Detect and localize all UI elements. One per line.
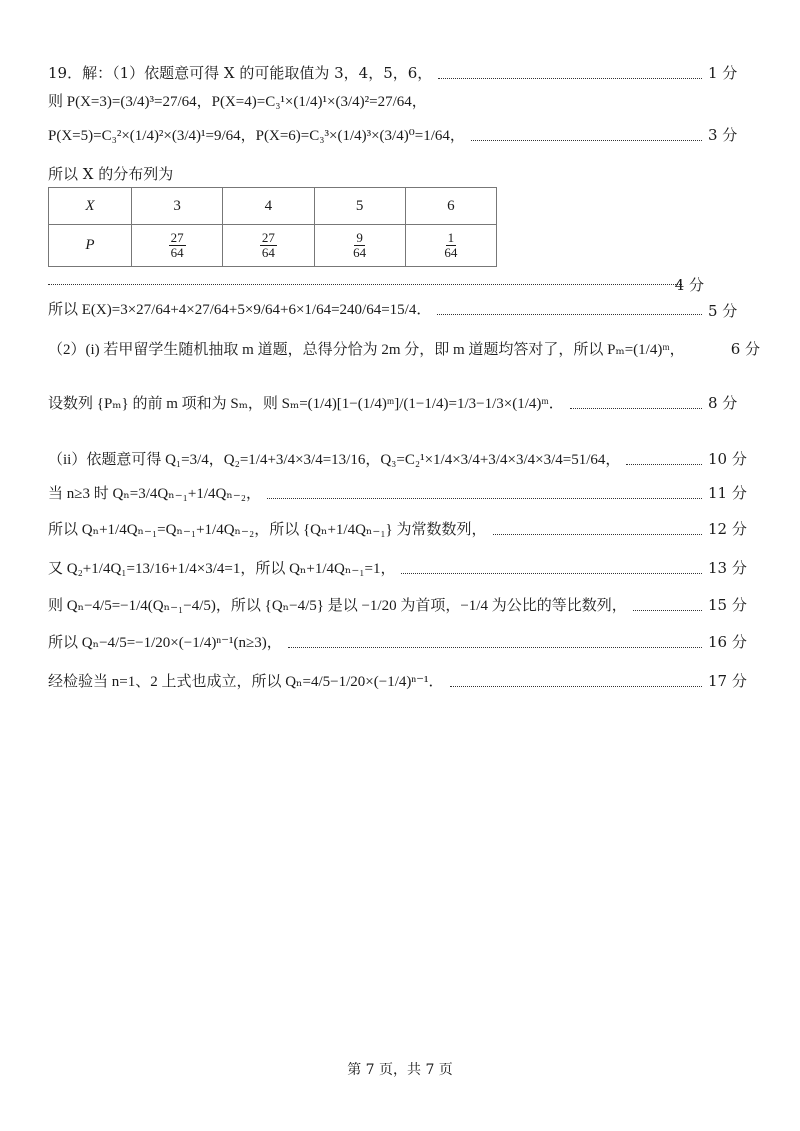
solution-line-10	[48, 482, 704, 503]
line-text: 19．解：（1）依题意可得 X 的可能取值为 3，4，5，6，	[48, 64, 433, 82]
solution-line-6	[48, 298, 704, 319]
page-footer: 第 7 页，共 7 页	[347, 1062, 453, 1078]
table-cell: $\frac{1}{64}$	[405, 225, 496, 267]
solution-line-14	[48, 631, 704, 652]
solution-line-4	[48, 163, 704, 184]
dotted-leader	[633, 609, 702, 611]
dotted-leader	[450, 685, 702, 687]
solution-line-8	[48, 392, 704, 413]
dotted-leader	[471, 139, 702, 141]
solution-line-7	[48, 338, 760, 359]
dotted-leader	[48, 284, 682, 285]
solution-line-9	[48, 448, 704, 469]
score-mark: 4 分	[674, 276, 704, 294]
dotted-leader	[267, 497, 702, 499]
table-header-p: P	[49, 225, 132, 267]
table-row	[49, 188, 497, 225]
dotted-leader	[437, 313, 702, 315]
line-text: （2）(i) 若甲留学生随机抽取 m 道题，总得分恰为 2m 分，即 m 道题均答对了，所以 Pₘ=(1/4)ᵐ，	[48, 342, 685, 358]
line-text: 所以 Qₙ+1/4Qₙ₋₁=Qₙ₋₁+1/4Qₙ₋₂，所以 {Qₙ+1/4Qₙ₋₁} 为常数数列，	[48, 522, 487, 538]
line-text: 当 n≥3 时 Qₙ=3/4Qₙ₋₁+1/4Qₙ₋₂，	[48, 486, 261, 502]
line-text: 则 P(X=3)=(3/4)³=27/64，P(X=4)=C₃¹×(1/4)¹×(3/4)²=27/64，	[48, 94, 427, 110]
dotted-leader	[288, 646, 702, 648]
line-text: P(X=5)=C₃²×(1/4)²×(3/4)¹=9/64，P(X=6)=C₃³×(1/4)³×(3/4)⁰=1/64，	[48, 128, 465, 144]
table-row	[49, 225, 497, 267]
line-text: 所以 X 的分布列为	[48, 165, 174, 183]
solution-line-13	[48, 594, 704, 615]
solution-line-12	[48, 557, 704, 578]
distribution-table	[48, 187, 497, 267]
table-header-x: X	[49, 188, 132, 225]
table-cell: 3	[132, 188, 223, 225]
line-text: 所以 E(X)=3×27/64+4×27/64+5×9/64+6×1/64=240/64=15/4．	[48, 302, 432, 318]
score-mark: 6 分	[730, 340, 760, 358]
line-text: 设数列 {Pₘ} 的前 m 项和为 Sₘ，则 Sₘ=(1/4)[1−(1/4)ᵐ]/(1−1/4)=1/3−1/3×(1/4)ᵐ．	[48, 396, 564, 412]
dotted-leader	[570, 407, 702, 409]
dotted-leader	[401, 572, 702, 574]
table-cell: 4	[223, 188, 314, 225]
table-cell: 6	[405, 188, 496, 225]
solution-line-11	[48, 518, 704, 539]
solution-line-15	[48, 670, 704, 691]
dotted-leader	[493, 533, 702, 535]
table-cell: 5	[314, 188, 405, 225]
dotted-leader	[626, 463, 702, 465]
line-text: 所以 Qₙ−4/5=−1/20×(−1/4)ⁿ⁻¹(n≥3)，	[48, 635, 282, 651]
line-text: 经检验当 n=1、2 上式也成立，所以 Qₙ=4/5−1/20×(−1/4)ⁿ⁻¹．	[48, 674, 444, 690]
dotted-leader	[438, 77, 702, 79]
table-cell: $\frac{27}{64}$	[132, 225, 223, 267]
table-cell: $\frac{27}{64}$	[223, 225, 314, 267]
line-text: （ii）依题意可得 Q₁=3/4，Q₂=1/4+3/4×3/4=13/16，Q₃=C₂¹×1/4×3/4+3/4×3/4×3/4=51/64，	[48, 452, 621, 468]
solution-line-2	[48, 90, 704, 111]
line-text: 又 Q₂+1/4Q₁=13/16+1/4×3/4=1，所以 Qₙ+1/4Qₙ₋₁=1，	[48, 561, 396, 577]
line-text: 则 Qₙ−4/5=−1/4(Qₙ₋₁−4/5)，所以 {Qₙ−4/5} 是以 −1/20 为首项，−1/4 为公比的等比数列，	[48, 598, 627, 614]
solution-line-1	[48, 62, 704, 83]
table-cell: $\frac{9}{64}$	[314, 225, 405, 267]
solution-line-3	[48, 124, 704, 145]
